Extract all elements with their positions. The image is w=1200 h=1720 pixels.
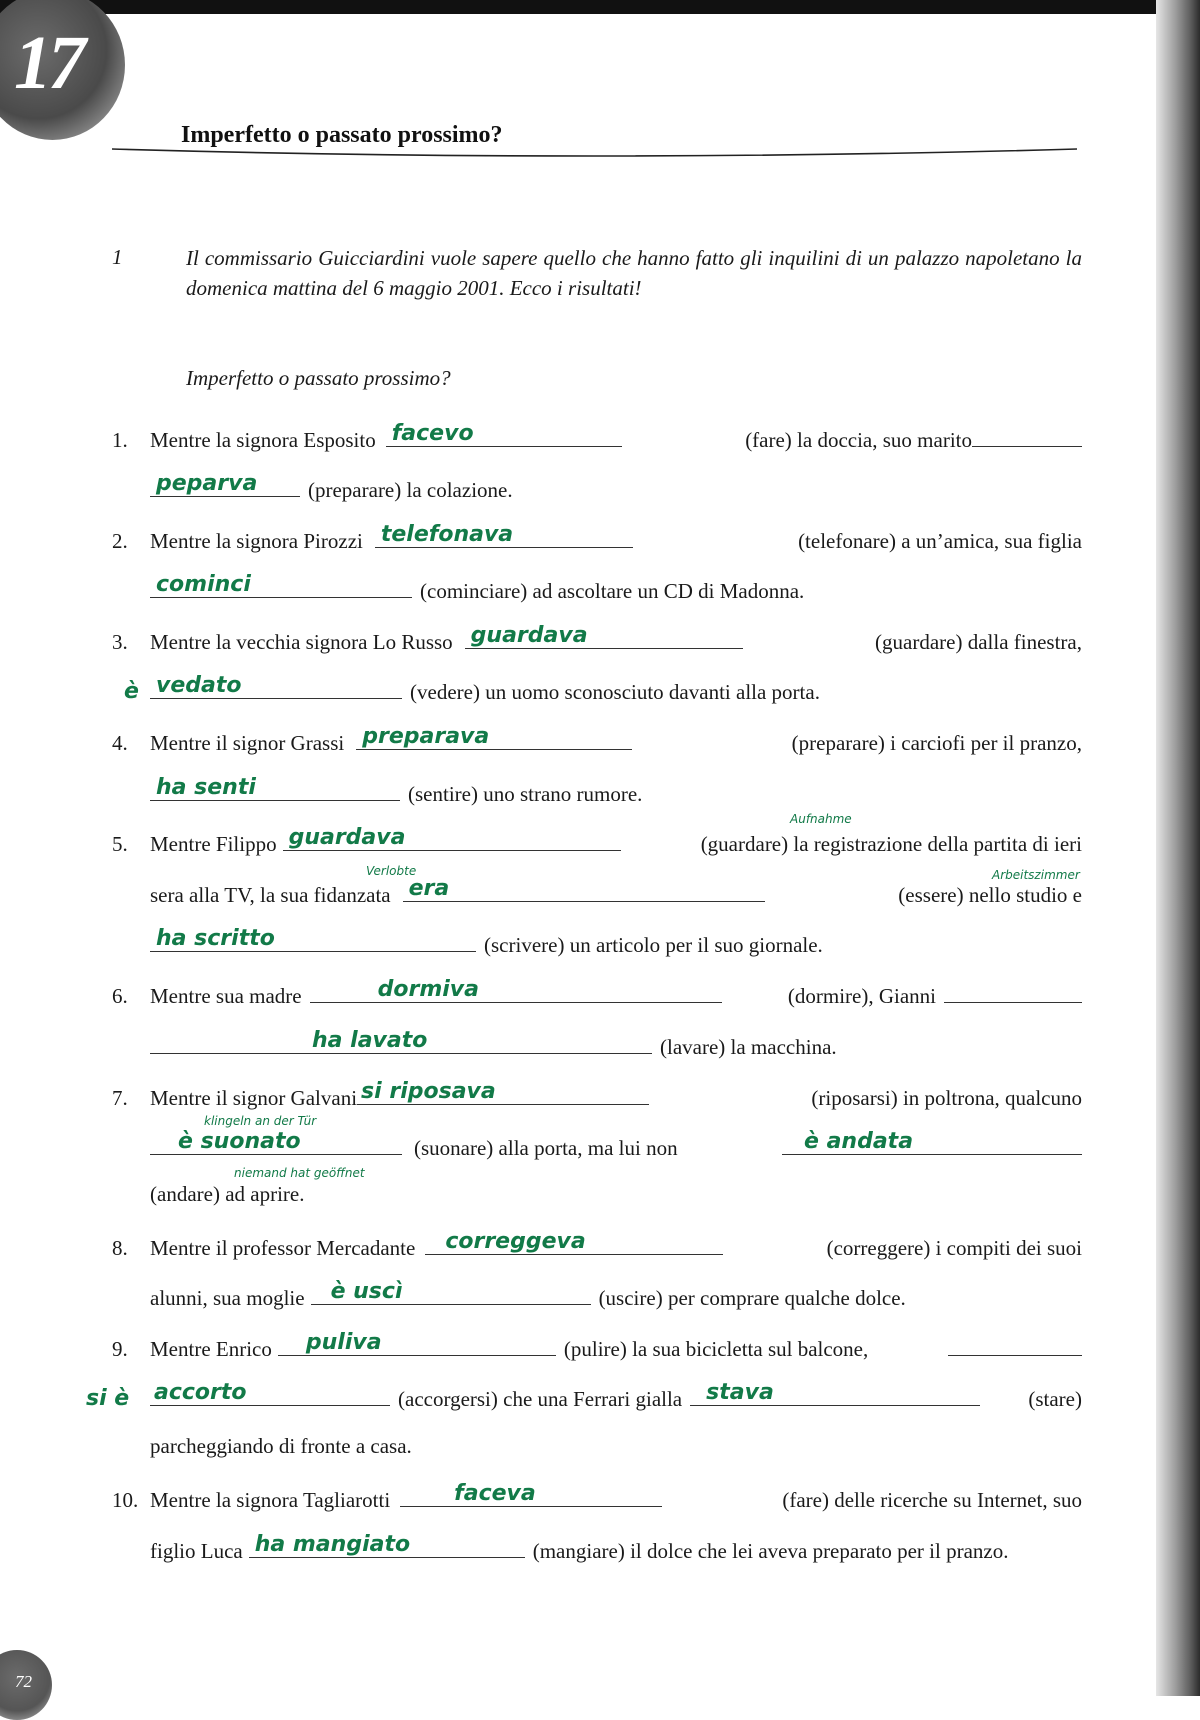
item-5-line-2: sera alla TV, la sua fidanzata era (essere) nello studio e (150, 876, 1082, 907)
item-8-line-2: alunni, sua moglie è uscì (uscire) per comprare qualche dolce. (150, 1279, 906, 1310)
answer-blank[interactable]: peparva (150, 474, 300, 497)
item-5-line-3: ha scritto (scrivere) un articolo per il suo giornale. (112, 929, 1082, 961)
answer-blank[interactable]: è suonato (150, 1132, 402, 1155)
chapter-number: 17 (14, 21, 82, 105)
answer-blank[interactable]: faceva (400, 1484, 662, 1507)
book-spine-shadow (1156, 0, 1200, 1696)
answer-blank[interactable]: guardava (283, 828, 621, 851)
item-10-line-2: figlio Luca ha mangiato (mangiare) il dolce che lei aveva preparato per il pranzo. (150, 1532, 1009, 1563)
answer-blank[interactable] (948, 1333, 1082, 1356)
item-4-line-1: 4. Mentre il signor Grassi preparava (preparare) i carciofi per il pranzo, (112, 724, 1082, 755)
answer-blank[interactable]: cominci (150, 575, 412, 598)
item-2-line-2: cominci (cominciare) ad ascoltare un CD di Madonna. (112, 575, 1082, 607)
exercise-number: 1 (112, 245, 123, 269)
handwritten-prefix: si è (86, 1386, 130, 1411)
margin-note: Verlobte (366, 864, 417, 878)
answer-blank[interactable]: ha scritto (150, 929, 476, 952)
item-1-line-2: peparva (preparare) la colazione. (112, 474, 1082, 506)
item-7-line-2: è suonato (suonare) alla porta, ma lui non è andata (112, 1132, 1082, 1164)
answer-blank[interactable]: ha senti (150, 778, 400, 801)
answer-blank[interactable]: vedato (150, 676, 402, 699)
title-rule (112, 147, 1077, 161)
page-top-edge (0, 0, 1200, 14)
item-9-line-2: si è accorto (accorgersi) che una Ferrari gialla stava (stare) (86, 1380, 1082, 1411)
answer-blank[interactable] (972, 424, 1082, 447)
item-7-line-3: (andare) ad aprire. (150, 1182, 305, 1206)
answer-blank[interactable]: puliva (278, 1333, 556, 1356)
margin-note: klingeln an der Tür (204, 1114, 317, 1128)
item-9-line-1: 9. Mentre Enrico puliva (pulire) la sua bicicletta sul balcone, (112, 1333, 1082, 1365)
margin-note: Aufnahme (790, 812, 852, 826)
item-2-line-1: 2. Mentre la signora Pirozzi telefonava (telefonare) a un’amica, sua figlia (112, 522, 1082, 553)
margin-note: Arbeitszimmer (992, 868, 1080, 882)
item-3-line-1: 3. Mentre la vecchia signora Lo Russo guardava (guardare) dalla finestra, (112, 623, 1082, 654)
item-10-line-1: 10. Mentre la signora Tagliarotti faceva (fare) delle ricerche su Internet, suo (112, 1481, 1082, 1512)
item-4-line-2: ha senti (sentire) uno strano rumore. (112, 778, 1082, 810)
answer-blank[interactable]: accorto (150, 1383, 390, 1406)
margin-note: niemand hat geöffnet (234, 1166, 365, 1180)
page-title: Imperfetto o passato prossimo? (181, 122, 503, 148)
answer-blank[interactable]: è andata (782, 1132, 1082, 1155)
item-5-line-1: 5. Mentre Filippo guardava (guardare) la registrazione della partita di ieri (112, 825, 1082, 856)
answer-blank[interactable]: ha mangiato (249, 1535, 525, 1558)
item-8-line-1: 8. Mentre il professor Mercadante correggeva (correggere) i compiti dei suoi (112, 1229, 1082, 1260)
answer-blank[interactable]: era (403, 879, 765, 902)
answer-blank[interactable]: stava (690, 1383, 980, 1406)
page-number: 72 (15, 1672, 32, 1691)
answer-blank[interactable] (944, 980, 1082, 1003)
answer-blank[interactable]: telefonava (375, 525, 633, 548)
answer-blank[interactable]: correggeva (425, 1232, 723, 1255)
item-3-line-2: è vedato (vedere) un uomo sconosciuto davanti alla porta. (124, 673, 820, 704)
item-6-line-1: 6. Mentre sua madre dormiva (dormire), Gianni (112, 980, 1082, 1012)
item-1-line-1: 1. Mentre la signora Esposito facevo (fare) la doccia, suo marito (112, 424, 1082, 456)
exercise-subtitle: Imperfetto o passato prossimo? (186, 366, 451, 390)
item-7-line-1: 7. Mentre il signor Galvani si riposava (riposarsi) in poltrona, qualcuno (112, 1079, 1082, 1110)
item-6-line-2: ha lavato (lavare) la macchina. (112, 1031, 1082, 1063)
item-9-line-3: parcheggiando di fronte a casa. (150, 1434, 412, 1458)
exercise-instructions: Il commissario Guicciardini vuole sapere quello che hanno fatto gli inquilini di un palazzo napoletano la domenica mattina del 6 maggio 2001. Ecco i risultati! (186, 246, 1082, 300)
answer-blank[interactable]: preparava (356, 727, 632, 750)
answer-blank[interactable]: è uscì (311, 1282, 591, 1305)
answer-blank[interactable]: guardava (465, 626, 743, 649)
handwritten-prefix: è (124, 679, 139, 704)
answer-blank[interactable]: si riposava (357, 1082, 649, 1105)
answer-blank[interactable]: ha lavato (150, 1031, 652, 1054)
answer-blank[interactable]: facevo (386, 424, 622, 447)
answer-blank[interactable]: dormiva (310, 980, 722, 1003)
